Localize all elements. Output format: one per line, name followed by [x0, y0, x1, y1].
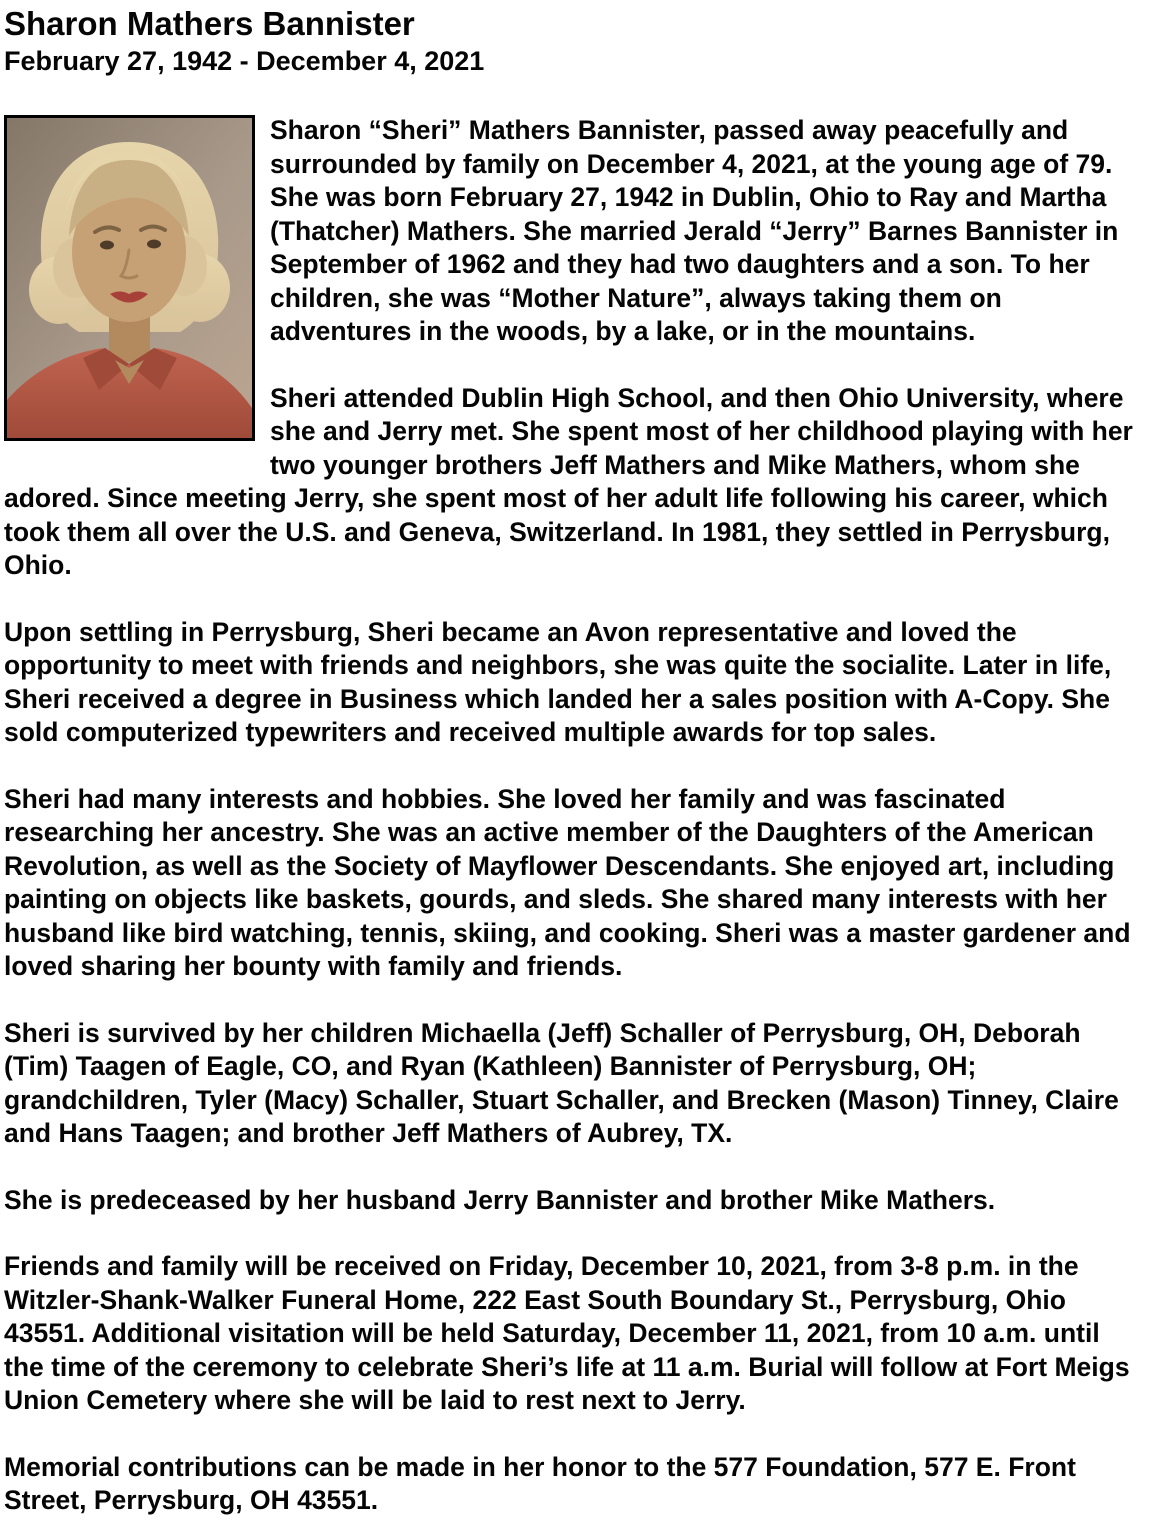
obituary-paragraph-4: Sheri had many interests and hobbies. She loved her family and was fascinated researching her ancestry. She was an active member of the Daughters of the American Revolution, as well as the Society of Mayflower Descendants. She enjoyed art, including painting on objects like baskets, gourds, and sleds. She shared many interests with her husband like bird watching, tennis, skiing, and cooking. Sheri was a master gardener and loved sharing her bounty with family and friends. — [4, 783, 1131, 981]
obituary-paragraph-6: She is predeceased by her husband Jerry Bannister and brother Mike Mathers. — [4, 1184, 996, 1215]
obituary-paragraph-8: Memorial contributions can be made in her honor to the 577 Foundation, 577 E. Front Street, Perrysburg, OH 43551. — [4, 1451, 1076, 1515]
obituary-paragraph-7: Friends and family will be received on Friday, December 10, 2021, from 3-8 p.m. in the Witzler-Shank-Walker Funeral Home, 222 East South Boundary St., Perrysburg, Ohio 43551. Additional visitation will be held Saturday, December 11, 2021, from 10 a.m. until the time of the ceremony to celebrate Sheri’s life at 11 a.m. Burial will follow at Fort Meigs Union Cemetery where she will be laid to rest next to Jerry. — [4, 1251, 1130, 1415]
obituary-paragraph-5: Sheri is survived by her children Michaella (Jeff) Schaller of Perrysburg, OH, Deborah (Tim) Taagen of Eagle, CO, and Ryan (Kathleen) Bannister of Perrysburg, OH; grandchildren, Tyler (Macy) Schaller, Stuart Schaller, and Brecken (Mason) Tinney, Claire and Hans Taagen; and brother Jeff Mathers of Aubrey, TX. — [4, 1017, 1119, 1148]
portrait-photo — [4, 115, 255, 441]
obituary-paragraph-1: Sharon “Sheri” Mathers Bannister, passed away peacefully and surrounded by family on December 4, 2021, at the young age of 79. She was born February 27, 1942 in Dublin, Ohio to Ray and Martha (Thatcher) Mathers. She married Jerald “Jerry” Barnes Bannister in September of 1962 and they had two daughters and a son. To her children, she was “Mother Nature”, always taking them on adventures in the woods, by a lake, or in the mountains. — [270, 115, 1119, 346]
obituary-paragraph-3: Upon settling in Perrysburg, Sheri became an Avon representative and loved the opportunity to meet with friends and neighbors, she was quite the socialite. Later in life, Sheri received a degree in Business which landed her a sales position with A-Copy. She sold computerized typewriters and received multiple awards for top sales. — [4, 616, 1112, 747]
portrait-photo-graphic — [7, 118, 252, 438]
obituary-paragraph-2: Sheri attended Dublin High School, and then Ohio University, where she and Jerry met. She spent most of her childhood playing with her two younger brothers Jeff Mathers and Mike Mathers, whom she adored. Since meeting Jerry, she spent most of her adult life following his career, which took them all over the U.S. and Geneva, Switzerland. In 1981, they settled in Perrysburg, Ohio. — [4, 382, 1133, 580]
page-title: Sharon Mathers Bannister — [4, 5, 415, 42]
obituary-body — [4, 114, 1143, 1518]
life-dates: February 27, 1942 - December 4, 2021 — [4, 46, 485, 76]
